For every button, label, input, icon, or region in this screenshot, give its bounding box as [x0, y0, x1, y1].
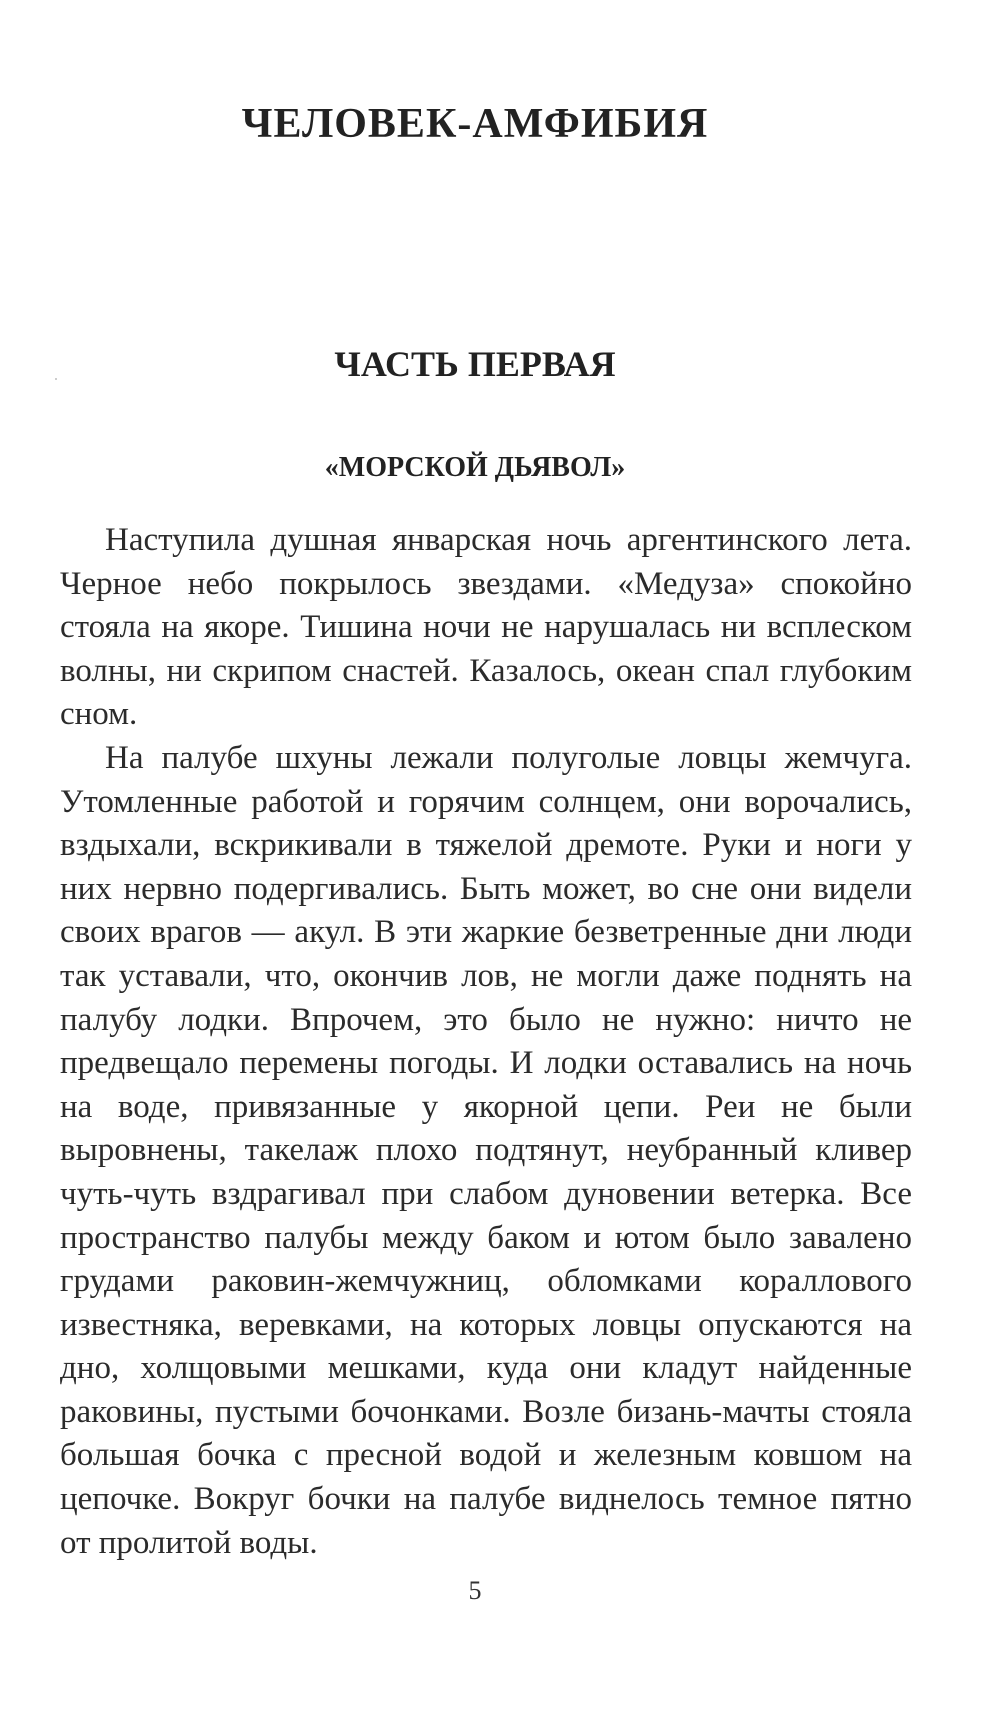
body-text: [60, 519, 912, 1565]
paragraph: Наступила душная январская ночь аргентинского лета. Черное небо покрылось звездами. «Медуза» спокойно стояла на якоре. Тишина ночи не нарушалась ни всплеском волны, ни скрипом снастей. Казалось, океан спал глубоким сном.: [60, 522, 912, 733]
paragraph: На палубе шхуны лежали полуголые ловцы жемчуга. Утомленные работой и горячим солнцем, они ворочались, вздыхали, вскрикивали в тяжелой дремоте. Руки и ноги у них нервно подергивались. Быть может, во сне они видели своих врагов — акул. В эти жаркие безветренные дни люди так уставали, что, окончив лов, не могли даже поднять на палубу лодки. Впрочем, это было не нужно: ничто не предвещало перемены погоды. И лодки оставались на ночь на воде, привязанные у якорной цепи. Реи не были выровнены, такелаж плохо подтянут, неубранный кливер чуть-чуть вздрагивал при слабом дуновении ветерка. Все пространство палубы между баком и ютом было завалено грудами раковин-жемчужниц, обломками кораллового известняка, веревками, на которых ловцы опускаются на дно, холщовыми мешками, куда они кладут найденные раковины, пустыми бочонками. Возле бизань-мачты стояла большая бочка с пресной водой и железным ковшом на цепочке. Вокруг бочки на палубе виднелось темное пятно от пролитой воды.: [60, 739, 912, 1561]
page-number: 5: [468, 1576, 482, 1605]
book-title: ЧЕЛОВЕК-АМФИБИЯ: [241, 101, 709, 147]
chapter-title: «МОРСКОЙ ДЬЯВОЛ»: [324, 452, 626, 483]
part-title: ЧАСТЬ ПЕРВАЯ: [334, 344, 616, 384]
